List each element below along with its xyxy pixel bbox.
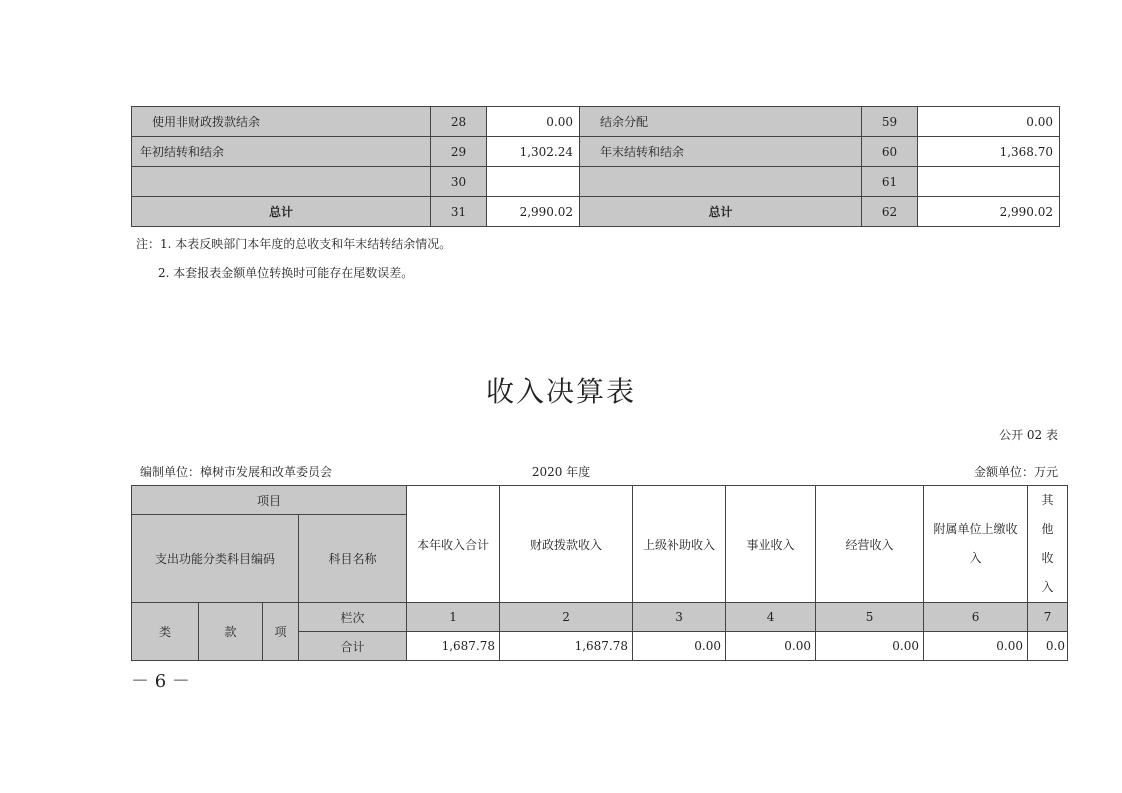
row-number: 62 <box>862 197 918 227</box>
row-label <box>132 167 431 197</box>
header-kuan: 款 <box>199 603 263 661</box>
row-label: 年末结转和结余 <box>580 137 862 167</box>
row-value: 0.00 <box>918 107 1060 137</box>
compiling-unit: 编制单位：樟树市发展和改革委员会 <box>140 465 333 479</box>
header-lei: 类 <box>132 603 199 661</box>
total-value: 0.00 <box>726 632 816 661</box>
total-value: 2,990.02 <box>918 197 1060 227</box>
header-other-char: 其 <box>1041 493 1054 507</box>
total-label: 总计 <box>132 197 431 227</box>
column-number: 1 <box>407 603 500 632</box>
header-superior-subsidy: 上级补助收入 <box>633 486 726 603</box>
header-row <box>132 486 1068 515</box>
header-item: 项目 <box>132 486 407 515</box>
row-value: 1,368.70 <box>918 137 1060 167</box>
note-1: 注：1. 本表反映部门本年度的总收支和年末结转结余情况。 <box>136 237 452 251</box>
column-number: 4 <box>726 603 816 632</box>
header-affiliated-income: 附属单位上缴收入 <box>924 486 1028 603</box>
row-number: 60 <box>862 137 918 167</box>
header-code: 支出功能分类科目编码 <box>132 515 299 603</box>
row-number: 30 <box>431 167 487 197</box>
header-other-char: 入 <box>1041 580 1054 594</box>
header-other-char: 收 <box>1041 551 1054 565</box>
row-label: 年初结转和结余 <box>132 137 431 167</box>
header-subject-name: 科目名称 <box>299 515 407 603</box>
row-value <box>918 167 1060 197</box>
row-number: 31 <box>431 197 487 227</box>
total-label: 总计 <box>580 197 862 227</box>
row-label <box>580 167 862 197</box>
income-expense-summary-table <box>131 106 1060 227</box>
row-value: 1,302.24 <box>487 137 580 167</box>
row-label: 使用非财政拨款结余 <box>132 107 431 137</box>
total-value: 0.00 <box>633 632 726 661</box>
total-value: 0.00 <box>924 632 1028 661</box>
column-number: 2 <box>500 603 633 632</box>
column-number: 3 <box>633 603 726 632</box>
table-code: 公开 02 表 <box>999 428 1058 442</box>
total-value: 0.00 <box>816 632 924 661</box>
column-number: 5 <box>816 603 924 632</box>
total-value: 2,990.02 <box>487 197 580 227</box>
total-value: 1,687.78 <box>500 632 633 661</box>
amount-unit: 金额单位：万元 <box>973 465 1058 479</box>
header-total-income: 本年收入合计 <box>407 486 500 603</box>
header-xiang: 项 <box>263 603 299 661</box>
row-number: 28 <box>431 107 487 137</box>
row-number: 29 <box>431 137 487 167</box>
row-label: 结余分配 <box>580 107 862 137</box>
row-number: 59 <box>862 107 918 137</box>
header-other-char: 他 <box>1041 522 1054 536</box>
row-value: 0.00 <box>487 107 580 137</box>
header-business-income: 事业收入 <box>726 486 816 603</box>
header-fiscal-allocation: 财政拨款收入 <box>500 486 633 603</box>
total-label: 合计 <box>299 632 407 661</box>
header-lanci: 栏次 <box>299 603 407 632</box>
table-row <box>132 137 1060 167</box>
fiscal-year: 2020 年度 <box>531 465 591 479</box>
total-value: 1,687.78 <box>407 632 500 661</box>
header-operating-income: 经营收入 <box>816 486 924 603</box>
column-number-row <box>132 603 1068 632</box>
row-number: 61 <box>862 167 918 197</box>
row-value <box>487 167 580 197</box>
table-row <box>132 167 1060 197</box>
page-number: － 6 － <box>131 671 190 692</box>
table-row <box>132 107 1060 137</box>
page-title: 收入决算表 <box>485 375 636 408</box>
total-row <box>132 197 1060 227</box>
column-number: 7 <box>1028 603 1068 632</box>
column-number: 6 <box>924 603 1028 632</box>
total-value: 0.0 <box>1028 632 1068 661</box>
income-final-accounts-table <box>131 485 1068 661</box>
note-2: 2. 本套报表金额单位转换时可能存在尾数误差。 <box>158 266 414 280</box>
header-other-income <box>1028 486 1068 603</box>
